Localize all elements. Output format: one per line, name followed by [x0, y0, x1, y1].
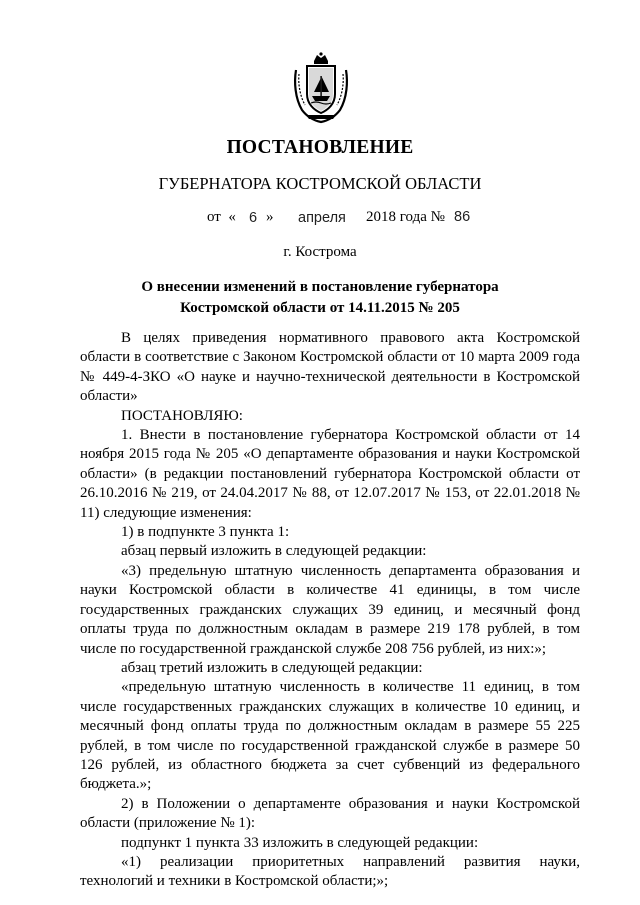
- date-month: апреля: [298, 210, 346, 226]
- paragraph-item-1: 1. Внести в постановление губернатора Костромской области от 14 ноября 2015 года № 205 «О департаменте образования и науки Костромской области» (в редакции постановлений губернатора Костромской области от 26.10.2016 № 219, от 24.04.2017 № 88, от 12.07.2017 № 153, от 22.01.2018 № 11) следующие изменения:: [80, 427, 580, 521]
- paragraph-subitem-1: 1) в подпункте 3 пункта 1:: [121, 524, 290, 541]
- heading-line-1: О внесении изменений в постановление губернатора: [141, 279, 499, 295]
- date-day: 6: [249, 210, 258, 226]
- document-body: [80, 329, 580, 892]
- paragraph-abzac-1: абзац первый изложить в следующей редакции:: [121, 543, 427, 560]
- paragraph-abzac-3: абзац третий изложить в следующей редакции:: [121, 659, 423, 676]
- date-line: [0, 209, 640, 233]
- preamble-paragraph: В целях приведения нормативного правового акта Костромской области в соответствие с Законом Костромской области от 10 марта 2009 года № 449-4-ЗКО «О науке и научно-технической деятельности в Костромской области»: [80, 330, 580, 405]
- document-heading: [0, 277, 640, 319]
- resolve-word: ПОСТАНОВЛЯЮ:: [121, 407, 243, 424]
- document-number: 86: [454, 209, 471, 225]
- date-close-quote: »: [266, 209, 274, 225]
- paragraph-quote-staff: «предельную штатную численность в количестве 11 единиц, в том числе государственных гражданских служащих в количестве 10 единиц, и месячный фонд оплаты труда по должностным окладам в размере 55 225 рублей, в том числе по государственной гражданской службе в размере 50 126 рублей, из областного бюджета за счет субвенций из федерального бюджета.»;: [80, 679, 580, 793]
- heading-line-2: Костромской области от 14.11.2015 № 205: [180, 300, 460, 316]
- city-line: г. Кострома: [283, 244, 357, 260]
- date-year: 2018 года №: [366, 209, 445, 225]
- date-prefix: от «: [207, 209, 236, 225]
- coat-of-arms-emblem: [292, 52, 350, 124]
- document-title: ПОСТАНОВЛЕНИЕ: [226, 137, 414, 158]
- paragraph-quote-science: «1) реализации приоритетных направлений развития науки, технологий и техники в Костромской области;»;: [80, 853, 580, 890]
- paragraph-quote-3: «3) предельную штатную численность департамента образования и науки Костромской области в количестве 41 единицы, в том числе государственных гражданских служащих 39 единиц, и месячный фонд оплаты труда по должностным окладам в размере 219 178 рублей, в том числе по государственной гражданской службе 208 756 рублей, из них:»;: [80, 562, 580, 657]
- issuer-line: ГУБЕРНАТОРА КОСТРОМСКОЙ ОБЛАСТИ: [158, 174, 482, 193]
- paragraph-item-2: 2) в Положении о департаменте образования и науки Костромской области (приложение № 1):: [80, 795, 580, 832]
- paragraph-subitem-33: подпункт 1 пункта 33 изложить в следующей редакции:: [121, 834, 479, 851]
